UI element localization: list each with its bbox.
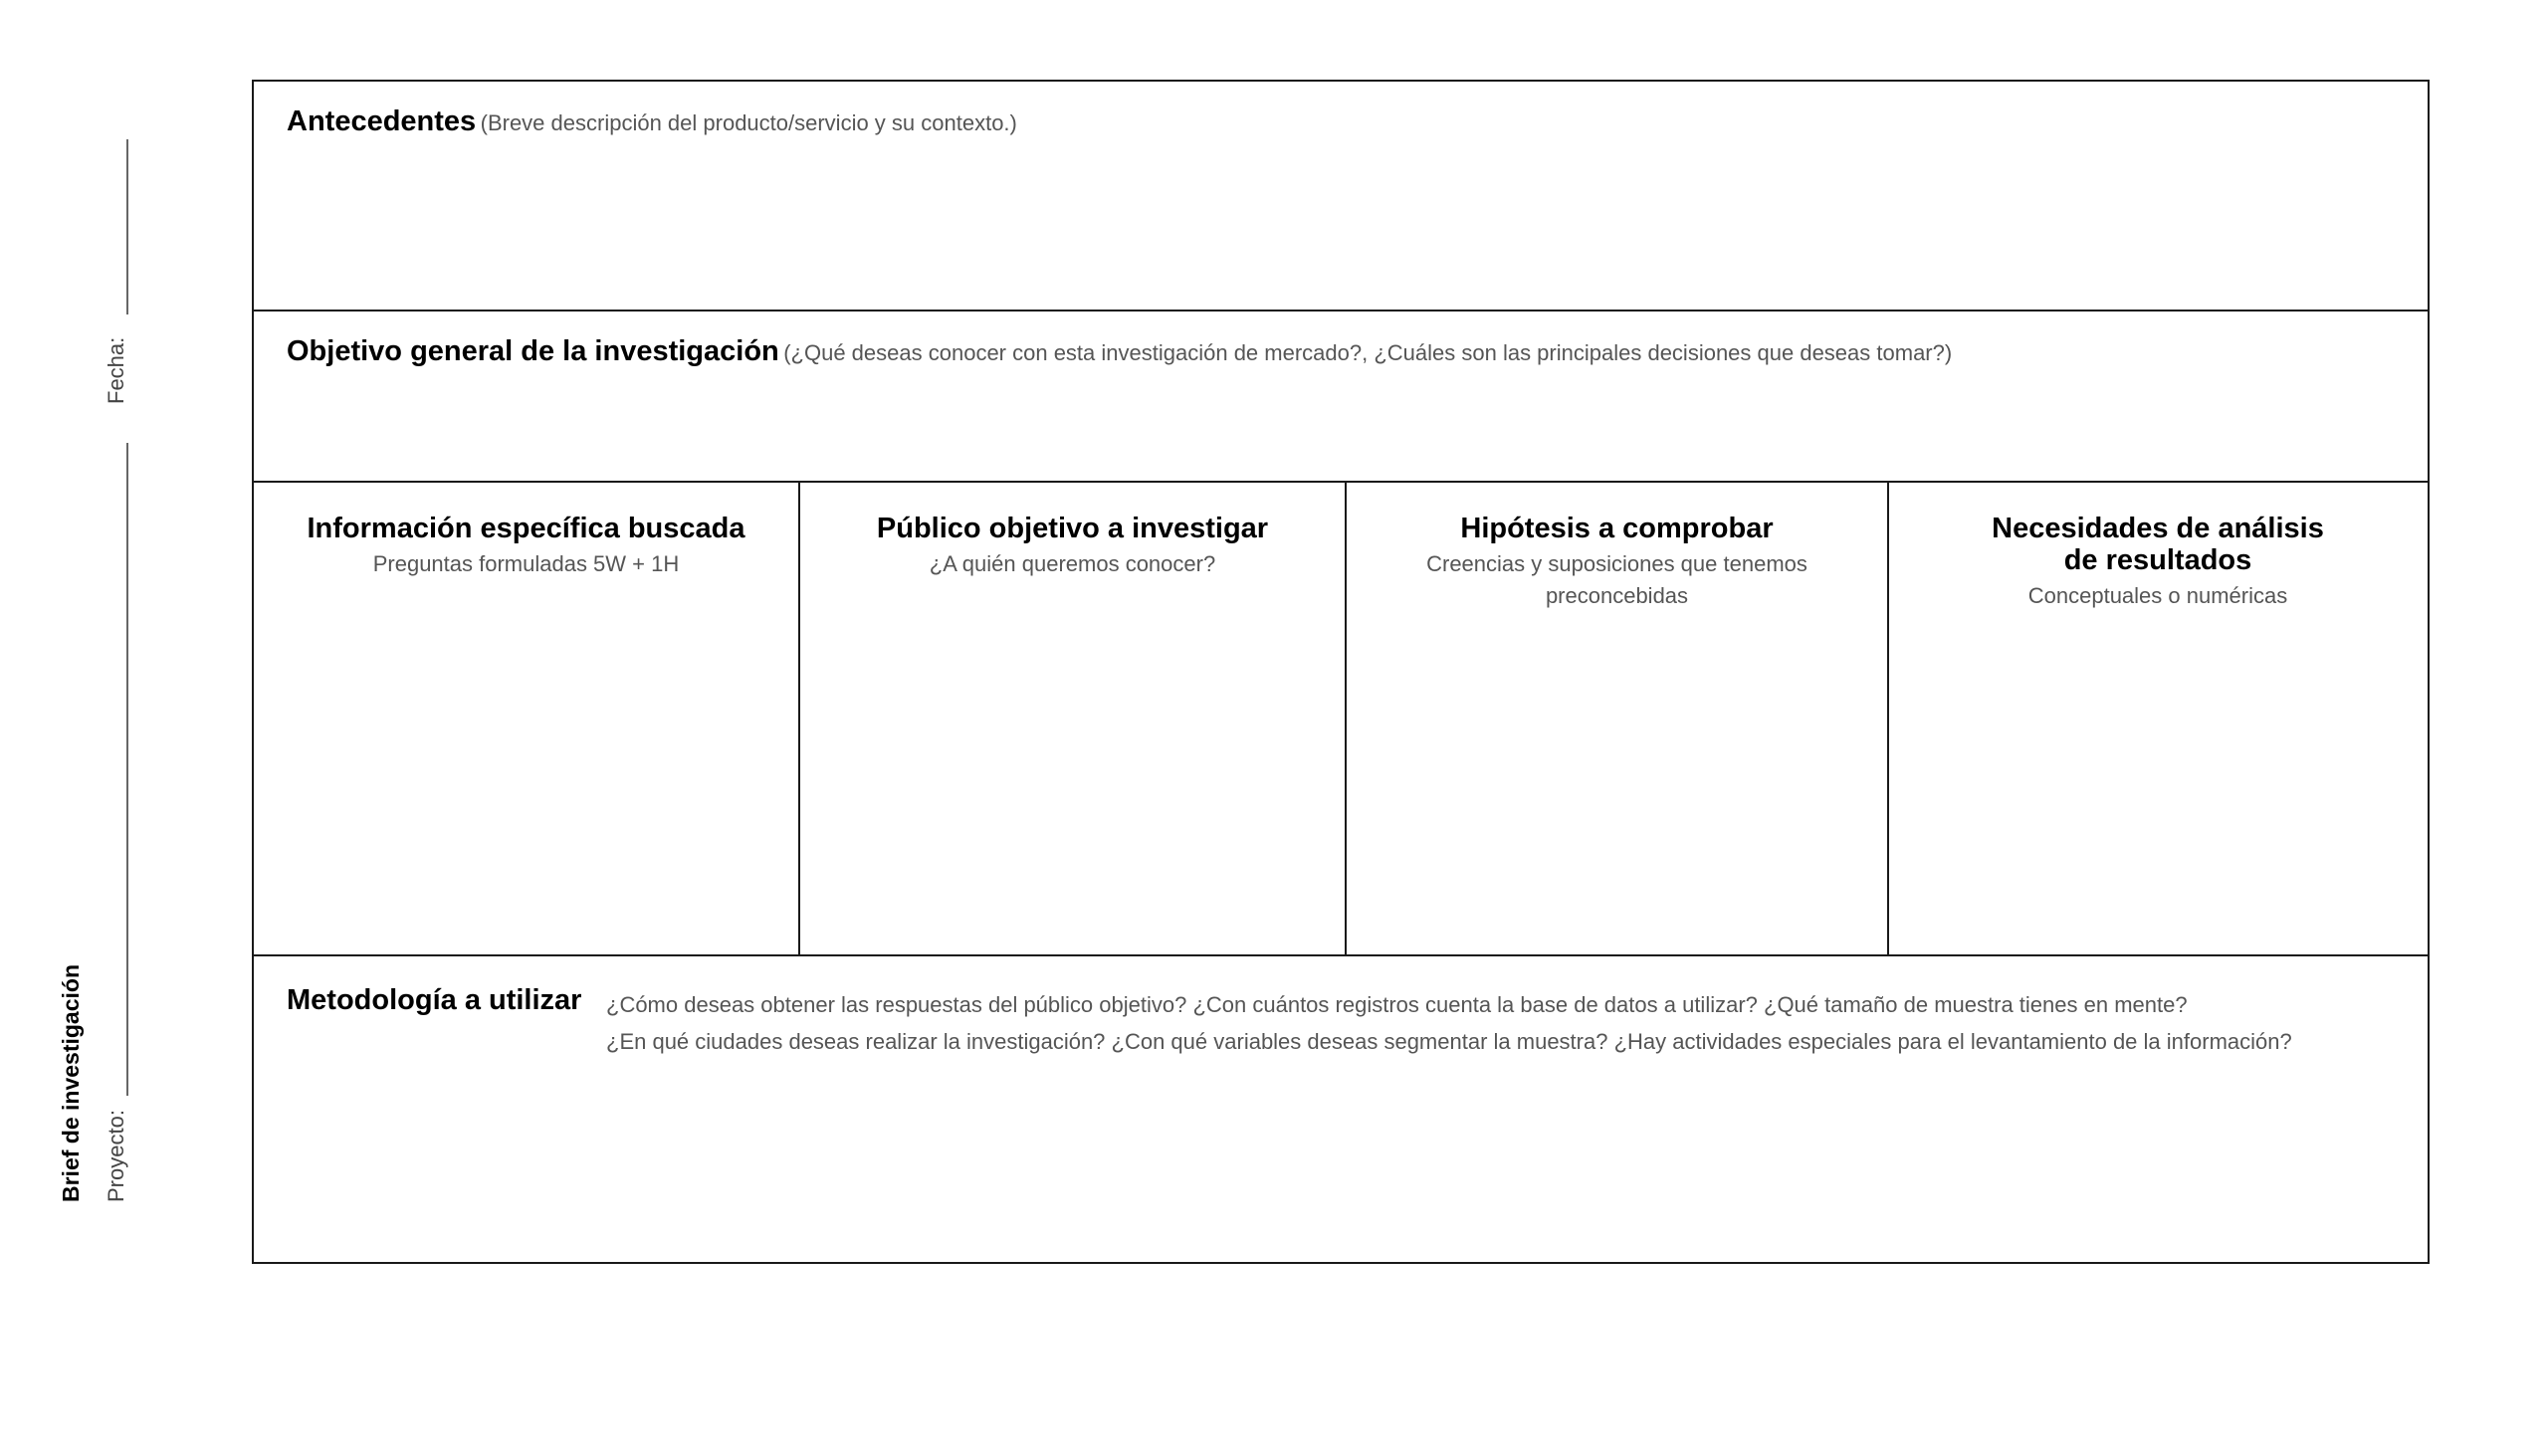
objetivo-title: Objetivo general de la investigación xyxy=(287,335,779,367)
objetivo-section[interactable] xyxy=(254,312,2428,483)
publico-objetivo-column[interactable] xyxy=(798,483,1345,954)
necesidades-analisis-column[interactable] xyxy=(1887,483,2427,954)
antecedentes-title: Antecedentes xyxy=(287,105,477,137)
column-title: Necesidades de análisis de resultados xyxy=(1992,513,2324,576)
fecha-label: Fecha: xyxy=(104,336,128,404)
column-subtitle: Creencias y suposiciones que tenemos preconcebidas xyxy=(1426,551,1807,608)
antecedentes-heading xyxy=(287,105,1017,138)
proyecto-label: Proyecto: xyxy=(104,1110,128,1202)
metodologia-question-line: ¿En qué ciudades deseas realizar la investigación? ¿Con qué variables deseas segmentar la muestra? ¿Hay actividades especiales para el levantamiento de la información? xyxy=(606,1029,2292,1054)
hipotesis-column[interactable] xyxy=(1345,483,1887,954)
column-title: Información específica buscada xyxy=(307,513,745,544)
brief-board xyxy=(252,80,2430,1264)
objetivo-heading xyxy=(287,335,1952,368)
column-subtitle: ¿A quién queremos conocer? xyxy=(929,551,1216,576)
metodologia-questions xyxy=(606,986,2292,1060)
metodologia-section[interactable] xyxy=(254,956,2428,1261)
column-title: Público objetivo a investigar xyxy=(876,513,1269,544)
metodologia-question-line: ¿Cómo deseas obtener las respuestas del público objetivo? ¿Con cuántos registros cuenta la base de datos a utilizar? ¿Qué tamaño de muestra tienes en mente? xyxy=(606,992,2188,1017)
column-subtitle: Conceptuales o numéricas xyxy=(2027,583,2288,608)
columns-section xyxy=(254,483,2428,956)
column-subtitle: Preguntas formuladas 5W + 1H xyxy=(372,551,680,576)
antecedentes-subtitle: (Breve descripción del producto/servicio y su contexto.) xyxy=(480,110,1017,135)
proyecto-field-line[interactable] xyxy=(126,443,128,1096)
informacion-especifica-column[interactable] xyxy=(254,483,798,954)
fecha-field-line[interactable] xyxy=(126,139,128,314)
objetivo-subtitle: (¿Qué deseas conocer con esta investigación de mercado?, ¿Cuáles son las principales decisiones que deseas tomar?) xyxy=(783,340,1953,365)
column-title: Hipótesis a comprobar xyxy=(1460,513,1774,544)
metodologia-title: Metodología a utilizar xyxy=(287,984,582,1016)
document-title: Brief de investigación xyxy=(58,963,84,1202)
antecedentes-section[interactable] xyxy=(254,82,2428,312)
